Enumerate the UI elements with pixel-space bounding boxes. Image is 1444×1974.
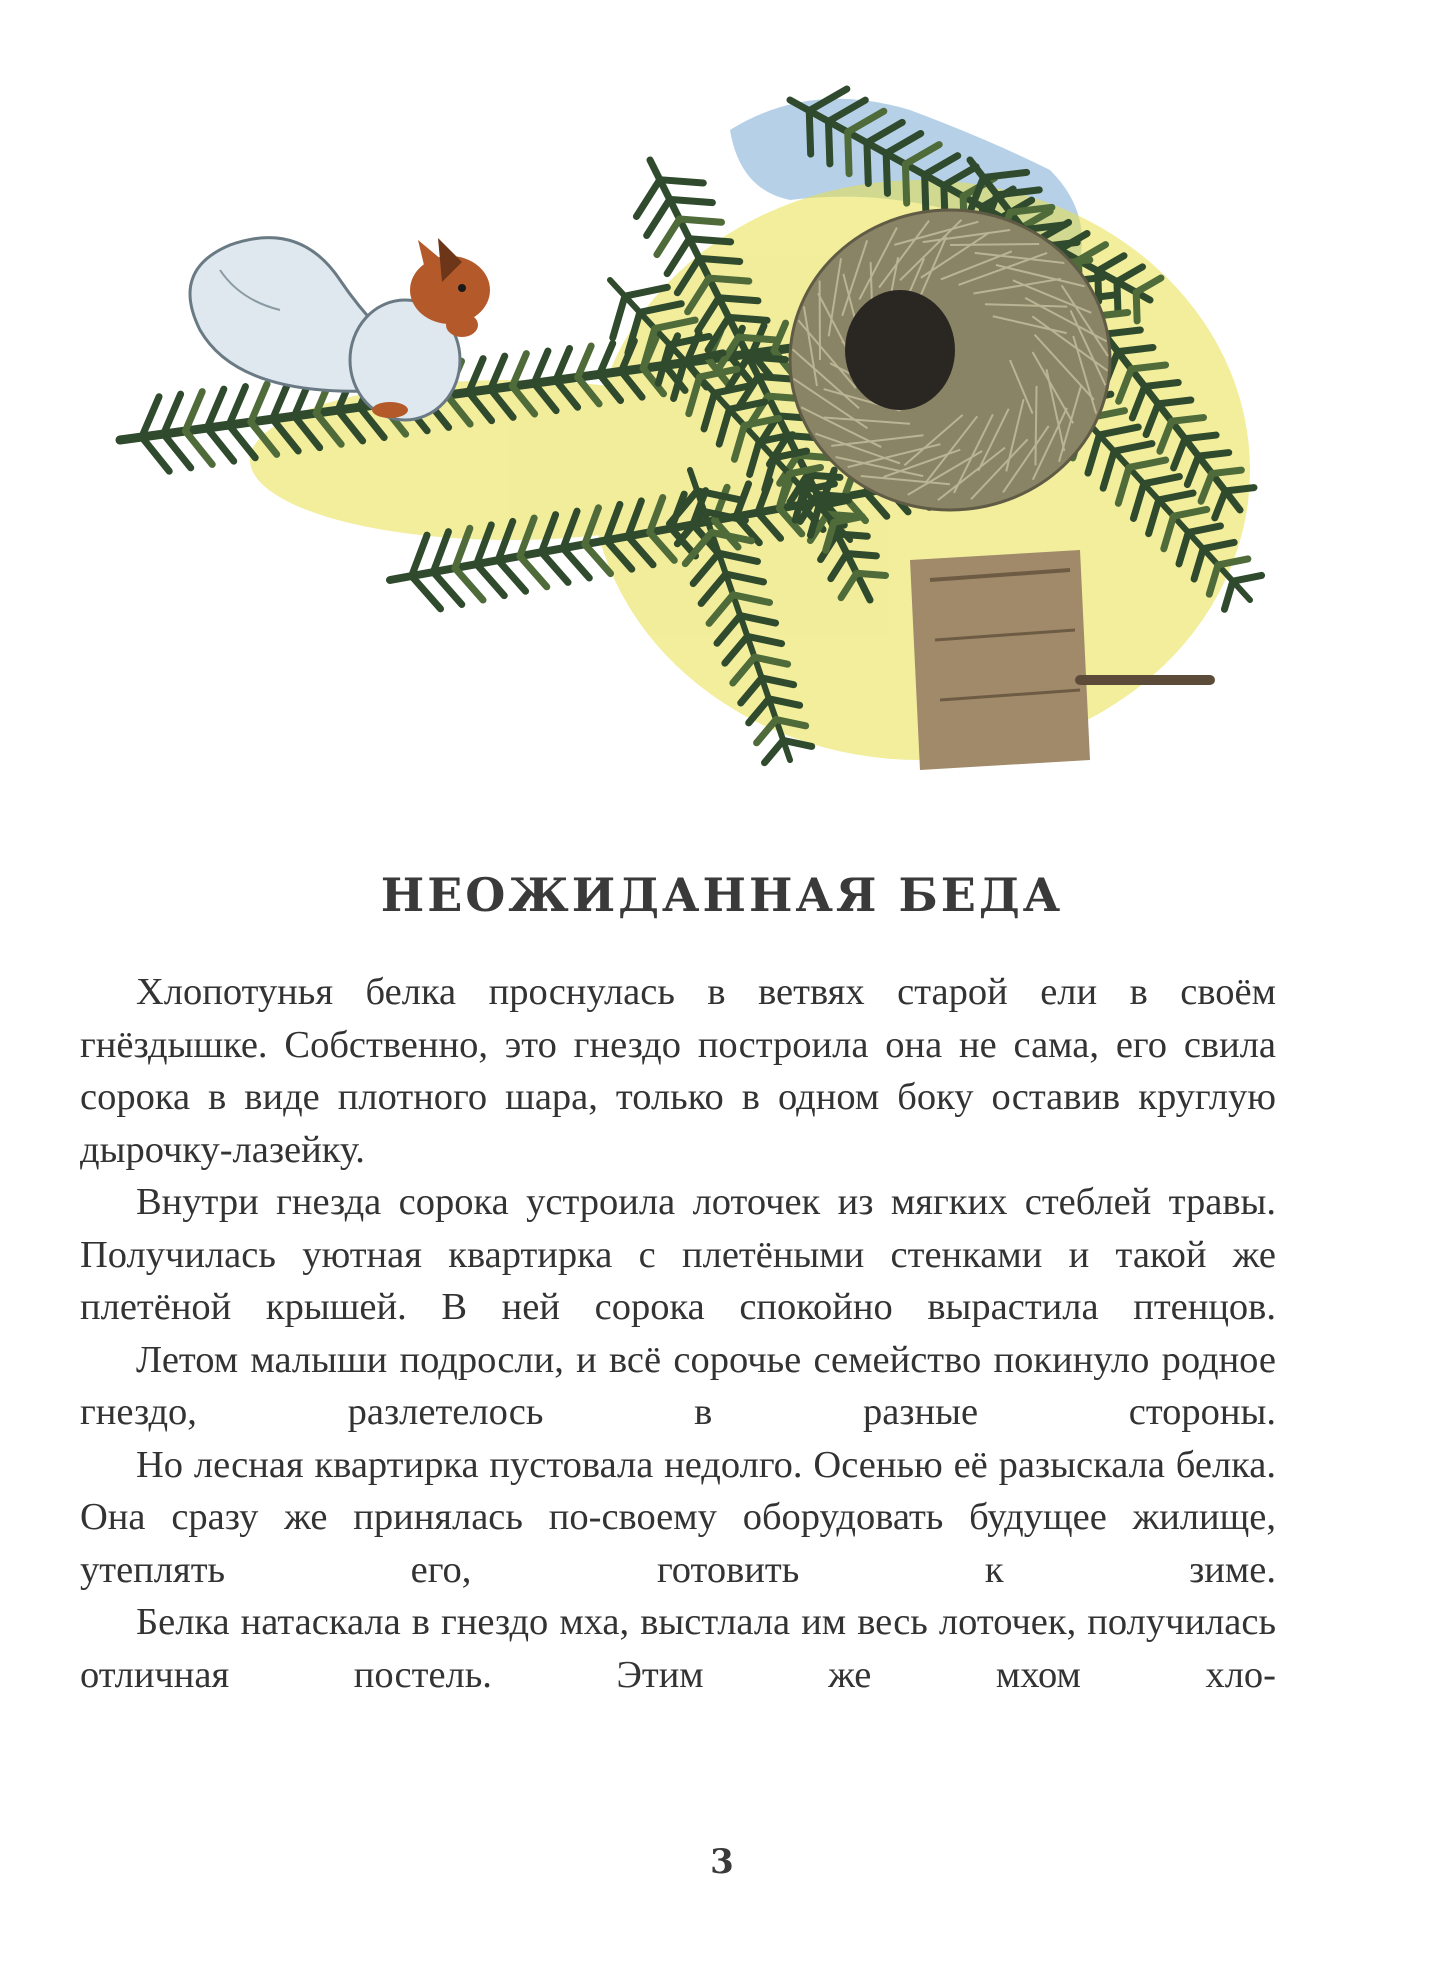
chapter-title: НЕОЖИДАННАЯ БЕДА <box>380 868 1064 922</box>
page-number: 3 <box>710 1842 734 1882</box>
nest <box>790 210 1110 510</box>
nest-hole <box>845 290 955 410</box>
paragraph: Летом малыши подросли, и всё сорочье семейство покинуло родное гнездо, разлетелось в разные стороны. <box>80 1338 1276 1433</box>
squirrel <box>190 238 490 420</box>
squirrel-nest-illustration <box>90 40 1290 800</box>
paragraph: Но лесная квартирка пустовала недолго. Осенью её разыскала белка. Она сразу же принялась по-своему оборудовать будущее жилище, утеплять его, готовить к зиме. <box>80 1443 1276 1591</box>
paragraph: Хлопотунья белка проснулась в ветвях старой ели в своём гнёздышке. Собственно, это гнездо построила она не сама, его свила сорока в виде плотного шара, только в одном боку оставив круглую дырочку-лазейку. <box>80 971 1276 1171</box>
paragraph: Белка натаскала в гнездо мха, выстлала им весь лоточек, получилась отличная постель. Этим же мхом хло- <box>80 1601 1276 1696</box>
paragraph: Внутри гнезда сорока устроила лоточек из мягких стеблей травы. Получилась уютная квартирка с плетёными стенками и такой же плетёной крышей. В ней сорока спокойно вырастила птенцов. <box>80 1181 1276 1328</box>
story-text <box>80 966 1276 1701</box>
